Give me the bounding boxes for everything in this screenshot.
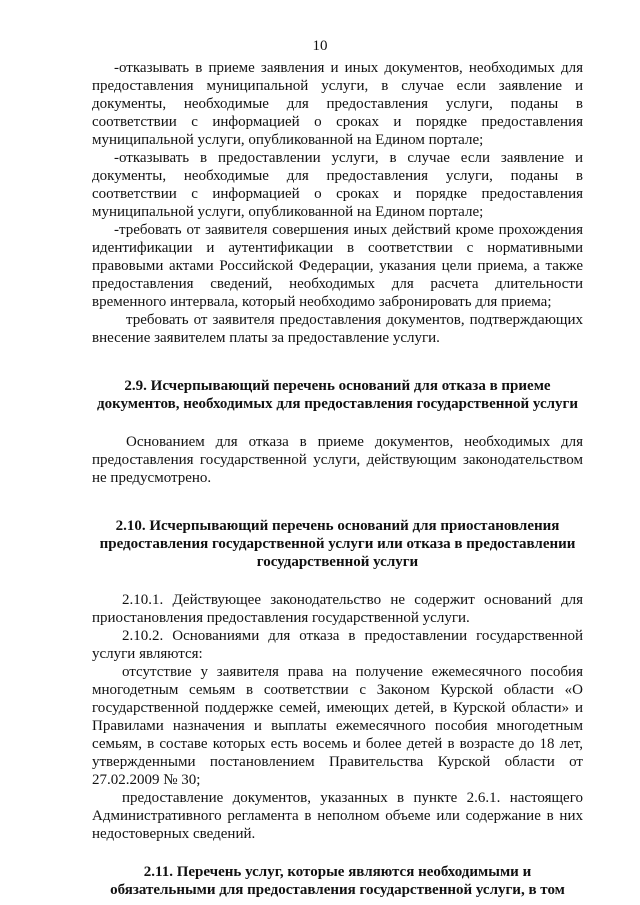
page-number: 10 xyxy=(312,38,328,54)
heading-section-2-10: 2.10. Исчерпывающий перечень оснований для приостановления предоставления государственной услуги или отказа в предоставлении государственной услуги xyxy=(99,518,576,570)
paragraph-refuse-service: -отказывать в предоставлении услуги, в случае если заявление и документы, необходимые для предоставления услуги, поданы в соответствии с информацией о сроках и порядке предоставления муниципальной услуги, опубликованной на Едином портале; xyxy=(92,150,583,220)
paragraph-section-2-9: Основанием для отказа в приеме документов, необходимых для предоставления государственной услуги, действующим законодательством не предусмотрено. xyxy=(92,434,583,486)
spacer xyxy=(92,413,583,433)
spacer xyxy=(92,571,583,591)
heading-section-2-9: 2.9. Исчерпывающий перечень оснований для отказа в приеме документов, необходимых для предоставления государственной услуги xyxy=(96,378,579,412)
paragraph-2-10-2-reason-1: отсутствие у заявителя права на получение ежемесячного пособия многодетным семьям в соответствии с Законом Курской области «О государственной поддержке семей, имеющих детей, в Курской области» и Правилами назначения и выплаты ежемесячного пособия многодетным семьям, в составе которых есть восемь и более детей в возрасте до 18 лет, утвержденными постановлением Правительства Курской области от 27.02.2009 № 30; xyxy=(92,664,583,788)
paragraph-require-payment-docs: требовать от заявителя предоставления документов, подтверждающих внесение заявителем платы за предоставление услуги. xyxy=(92,312,583,346)
paragraph-2-10-2-reason-2: предоставление документов, указанных в пункте 2.6.1. настоящего Административного регламента в неполном объеме или содержание в них недостоверных сведений. xyxy=(92,790,583,842)
paragraph-require-actions: -требовать от заявителя совершения иных действий кроме прохождения идентификации и аутентификации в соответствии с нормативными правовыми актами Российской Федерации, указания цели приема, а также предоставления сведений, необходимых для расчета длительности временного интервала, который необходимо забронировать для приема; xyxy=(92,222,583,310)
paragraph-refuse-acceptance: -отказывать в приеме заявления и иных документов, необходимых для предоставления муниципальной услуги, в случае если заявление и документы, необходимые для предоставления услуги, поданы в соответствии с информацией о сроках и порядке предоставления муниципальной услуги, опубликованной на Едином портале; xyxy=(92,60,583,148)
paragraph-2-10-1: 2.10.1. Действующее законодательство не содержит оснований для приостановления предоставления государственной услуги. xyxy=(92,592,583,626)
spacer xyxy=(92,843,583,863)
heading-section-2-11: 2.11. Перечень услуг, которые являются необходимыми и обязательными для предоставления государственной услуги, в том xyxy=(110,864,565,898)
paragraph-2-10-2: 2.10.2. Основаниями для отказа в предоставлении государственной услуги являются: xyxy=(92,628,583,662)
spacer xyxy=(92,487,583,517)
spacer xyxy=(92,347,583,377)
page-content xyxy=(92,59,583,899)
